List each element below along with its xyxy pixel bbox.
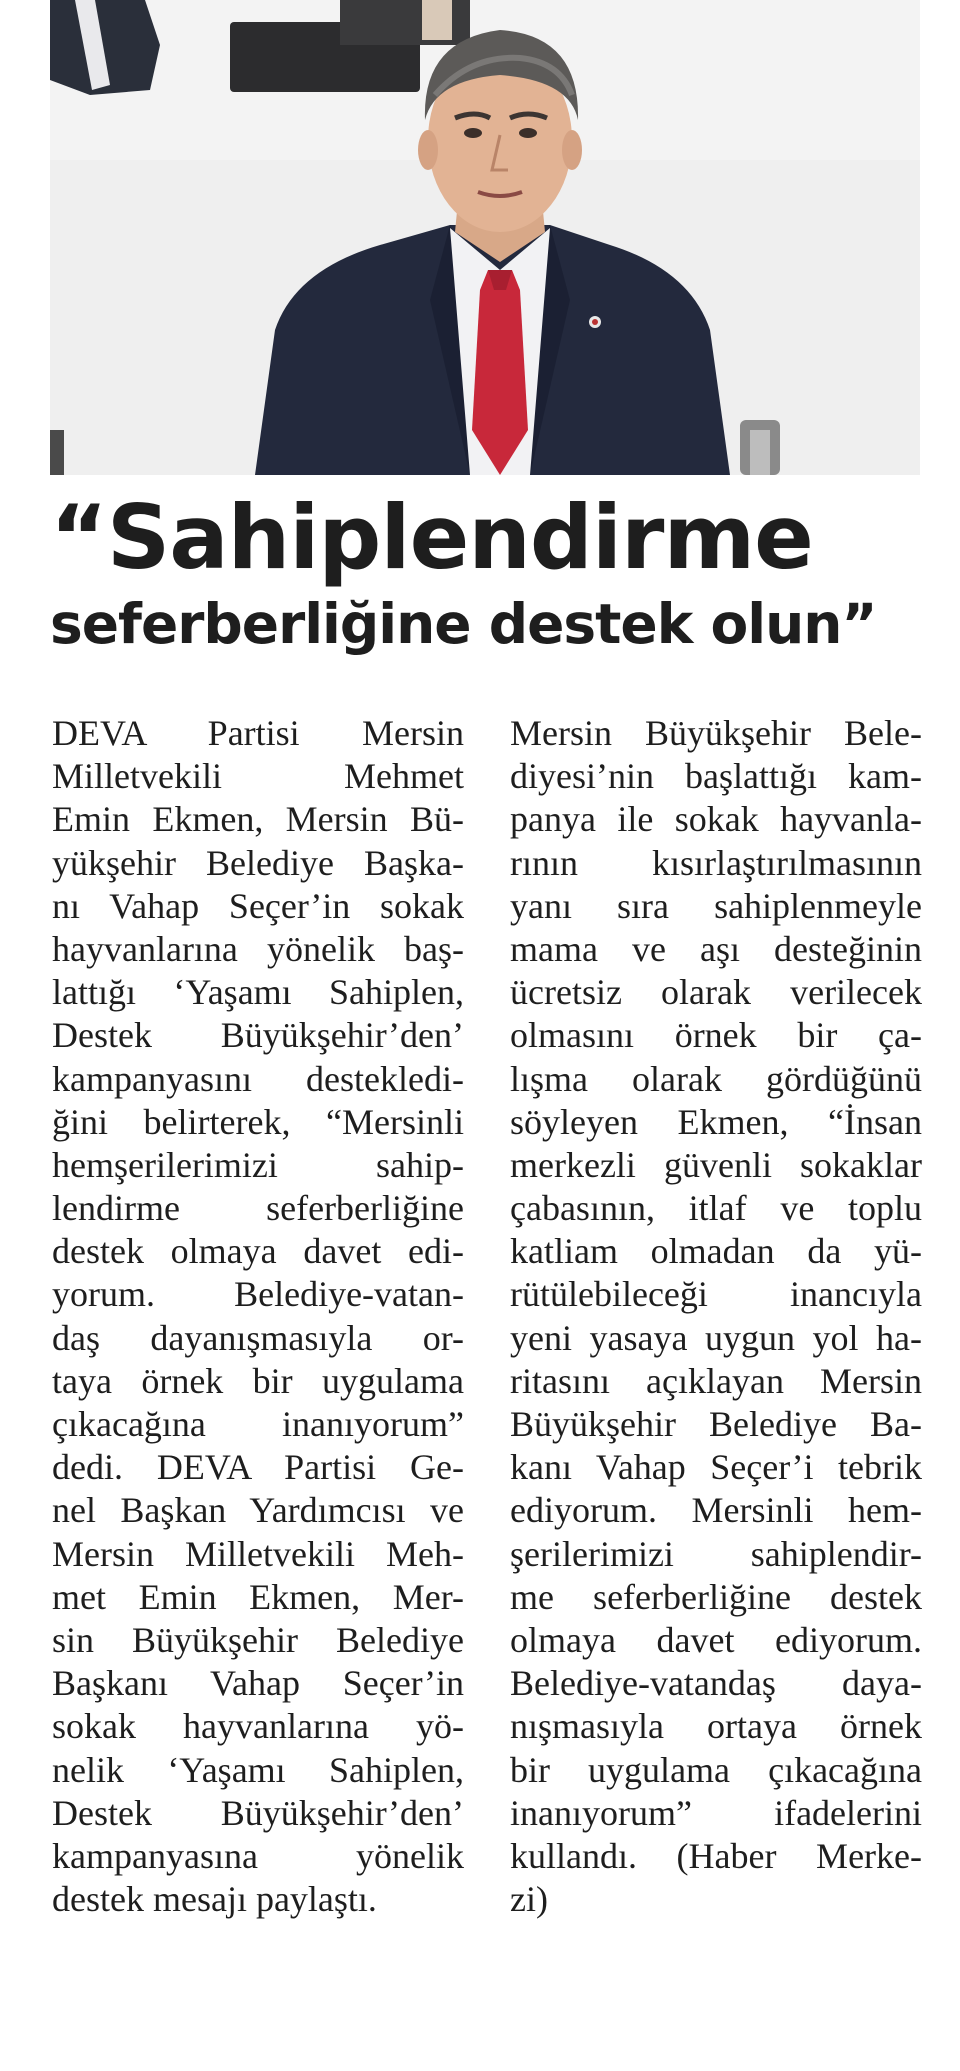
text-line: hemşerilerimizi sahip- (52, 1144, 464, 1185)
text-line: kullandı. (Haber Merke- (510, 1835, 922, 1876)
text-line: me seferberliğine destek (510, 1576, 922, 1617)
text-line: ücretsiz olarak verilecek (510, 972, 922, 1013)
text-line: ediyorum. Mersinli hem- (510, 1490, 922, 1531)
headline-line-1: “Sahiplendirme (50, 486, 813, 589)
text-line: Mersin Büyükşehir Bele- (510, 713, 922, 753)
text-line: hayvanlarına yönelik baş- (52, 928, 464, 969)
text-line: lattığı ‘Yaşamı Sahiplen, (52, 972, 464, 1013)
text-line: bir uygulama çıkacağına (510, 1749, 922, 1790)
text-line: yeni yasaya uygun yol ha- (510, 1317, 922, 1358)
text-line: katliam olmadan da yü- (510, 1231, 922, 1272)
text-line: olmaya davet ediyorum. (510, 1619, 922, 1660)
text-line: lışma olarak gördüğünü (510, 1058, 922, 1099)
text-line: destek olmaya davet edi- (52, 1231, 464, 1272)
text-line: Mersin Milletvekili Meh- (52, 1533, 464, 1574)
text-line: yorum. Belediye-vatan- (52, 1274, 464, 1315)
text-line: Destek Büyükşehir’den’ (52, 1015, 464, 1056)
text-line: destek mesajı paylaştı. (52, 1879, 377, 1920)
text-line: ritasını açıklayan Mersin (510, 1360, 922, 1401)
text-line: Destek Büyükşehir’den’ (52, 1792, 464, 1833)
text-line: diyesi’nin başlattığı kam- (510, 756, 922, 797)
text-line: Milletvekili Mehmet (52, 756, 464, 797)
text-line: ğini belirterek, “Mersinli (52, 1101, 464, 1142)
text-line: kampanyasını destekledi- (52, 1058, 464, 1099)
text-line: kampanyasına yönelik (52, 1835, 464, 1876)
text-line: inanıyorum” ifadelerini (510, 1792, 922, 1833)
text-line: nelik ‘Yaşamı Sahiplen, (52, 1749, 464, 1790)
text-line: zi) (510, 1879, 548, 1920)
text-line: Başkanı Vahap Seçer’in (52, 1663, 464, 1704)
headline (50, 488, 930, 660)
text-line: şerilerimizi sahiplendir- (510, 1533, 922, 1574)
text-line: Belediye-vatandaş daya- (510, 1663, 922, 1704)
headline-line-2: seferberliğine destek olun” (50, 592, 877, 656)
speaker-portrait-image (50, 0, 920, 475)
text-line: çabasının, itlaf ve toplu (510, 1188, 922, 1229)
text-line: nışmasıyla ortaya örnek (510, 1706, 922, 1747)
text-line: taya örnek bir uygulama (52, 1360, 464, 1401)
text-line: kanı Vahap Seçer’i tebrik (510, 1447, 922, 1488)
text-line: söyleyen Ekmen, “İnsan (510, 1101, 922, 1142)
text-line: lendirme seferberliğine (52, 1188, 464, 1229)
text-line: rütülebileceği inancıyla (510, 1274, 922, 1315)
article-photo (50, 0, 920, 475)
text-line: çıkacağına inanıyorum” (52, 1404, 464, 1444)
text-line: dedi. DEVA Partisi Ge- (52, 1447, 464, 1488)
article-column-left (52, 712, 464, 1921)
text-line: Büyükşehir Belediye Ba- (510, 1404, 922, 1444)
text-line: DEVA Partisi Mersin (52, 713, 464, 753)
text-line: yanı sıra sahiplenmeyle (510, 885, 922, 926)
text-line: nel Başkan Yardımcısı ve (52, 1490, 464, 1531)
text-line: olmasını örnek bir ça- (510, 1015, 922, 1056)
text-line: yükşehir Belediye Başka- (52, 842, 464, 883)
text-line: nı Vahap Seçer’in sokak (52, 885, 464, 926)
text-line: rının kısırlaştırılmasının (510, 842, 922, 883)
text-line: sin Büyükşehir Belediye (52, 1619, 464, 1660)
article-body (52, 712, 922, 2052)
text-line: Emin Ekmen, Mersin Bü- (52, 799, 464, 840)
text-line: panya ile sokak hayvanla- (510, 799, 922, 840)
text-line: merkezli güvenli sokaklar (510, 1144, 922, 1185)
text-line: daş dayanışmasıyla or- (52, 1317, 464, 1358)
article-column-right (510, 712, 922, 1921)
text-line: met Emin Ekmen, Mer- (52, 1576, 464, 1617)
text-line: mama ve aşı desteğinin (510, 928, 922, 969)
text-line: sokak hayvanlarına yö- (52, 1706, 464, 1747)
